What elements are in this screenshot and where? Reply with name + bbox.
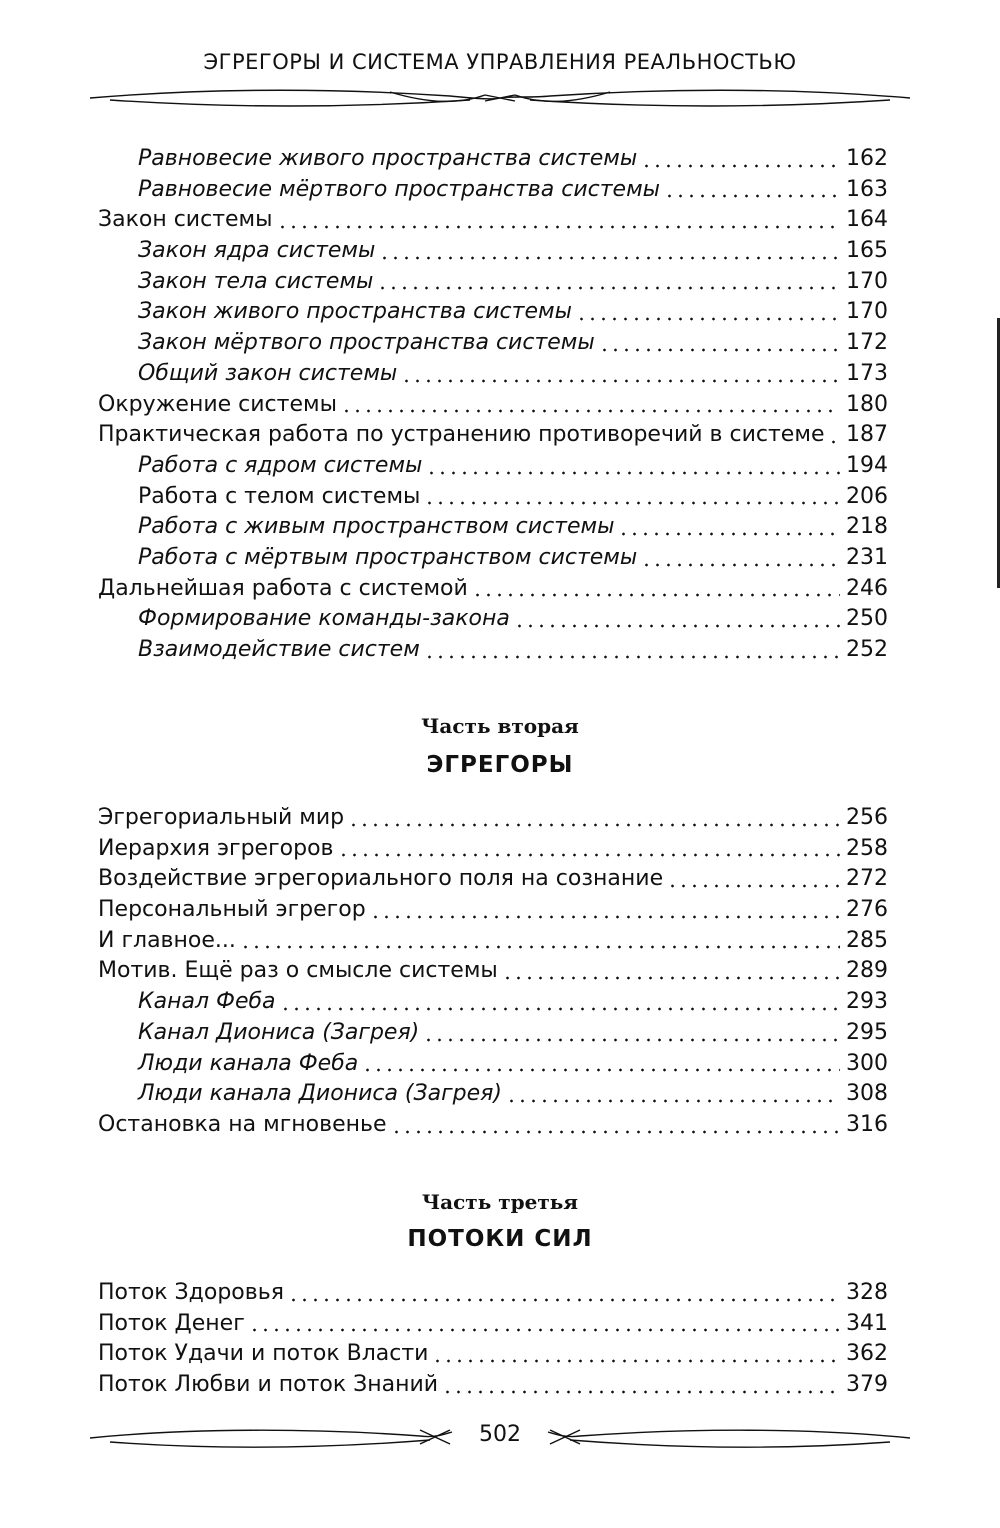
toc-entry-page: 289 [846, 958, 888, 984]
toc-entry [98, 635, 888, 666]
toc-entry [98, 1309, 888, 1340]
toc-entry-title: Равновесие живого пространства системы [138, 146, 638, 171]
dot-leader [424, 651, 840, 659]
toc-entry-title: Формирование команды-закона [138, 606, 510, 632]
toc-entry-title: Работа с мёртвым пространством системы [138, 544, 638, 570]
toc-entry [98, 205, 888, 236]
toc-entry [98, 1079, 888, 1110]
toc-entry-title: Эгрегориальный мир [98, 805, 345, 830]
dot-leader [401, 375, 840, 383]
toc-entry-title: Общий закон системы [138, 360, 398, 386]
toc-entry-page: 293 [846, 989, 888, 1015]
toc-entry-page: 170 [846, 299, 888, 325]
toc-entry-title: Окружение системы [98, 391, 337, 417]
toc-entry-title: Люди канала Феба [138, 1050, 359, 1076]
dot-leader [348, 819, 840, 827]
toc-entry-page: 173 [846, 360, 888, 386]
toc-entry [98, 987, 888, 1018]
part3-label: Часть третья [421, 1190, 579, 1214]
part2-title: ЭГРЕГОРЫ [426, 752, 574, 778]
dot-leader [576, 313, 840, 321]
toc-entry-title: Канал Феба [138, 989, 276, 1015]
toc-entry-title: Закон тела системы [138, 268, 374, 294]
toc-entry-title: Мотив. Ещё раз о смысле системы [98, 958, 498, 984]
dot-leader [599, 344, 840, 352]
toc-entry-page: 341 [846, 1310, 888, 1336]
dot-leader [506, 1095, 840, 1103]
dot-leader [240, 941, 840, 949]
toc-entry [98, 926, 888, 957]
toc-entry-title: Работа с телом системы [138, 483, 421, 509]
toc-entry-page: 164 [846, 207, 888, 233]
toc-entry-page: 276 [846, 897, 888, 923]
dot-leader [664, 190, 840, 198]
toc-entry [98, 175, 888, 206]
dot-leader [502, 972, 840, 980]
dot-leader [277, 221, 840, 229]
toc-entry-page: 206 [846, 483, 888, 509]
toc-entry-title: Канал Диониса (Загрея) [138, 1019, 420, 1045]
toc-entry-page: 162 [846, 146, 888, 171]
dot-leader [472, 589, 840, 597]
toc-entry-page: 170 [846, 268, 888, 294]
toc-entry [98, 1018, 888, 1049]
dot-leader [424, 497, 840, 505]
toc-entry-page: 362 [846, 1341, 888, 1367]
toc-entry-page: 163 [846, 176, 888, 202]
dot-leader [442, 1386, 840, 1394]
dot-leader [391, 1126, 840, 1134]
dot-leader [432, 1355, 840, 1363]
toc-entry-page: 328 [846, 1280, 888, 1305]
toc-section-part3 [98, 1278, 888, 1401]
toc-entry-title: Поток Здоровья [98, 1280, 284, 1305]
toc-entry-page: 272 [846, 866, 888, 892]
toc-section-part2 [98, 803, 888, 1141]
dot-leader [426, 467, 840, 475]
toc-entry [98, 1278, 888, 1309]
toc-entry [98, 1370, 888, 1401]
toc-entry [98, 359, 888, 390]
toc-entry [98, 297, 888, 328]
toc-entry-page: 231 [846, 544, 888, 570]
dot-leader [249, 1324, 840, 1332]
toc-entry [98, 956, 888, 987]
toc-entry [98, 451, 888, 482]
toc-entry-page: 316 [846, 1111, 888, 1137]
toc-entry-title: Иерархия эгрегоров [98, 835, 334, 861]
toc-entry-title: Практическая работа по устранению противоречий в системе [98, 422, 825, 448]
toc-section-top [98, 144, 888, 666]
toc-entry-title: Дальнейшая работа с системой [98, 575, 468, 601]
toc-entry-page: 218 [846, 514, 888, 540]
toc-entry [98, 144, 888, 175]
toc-entry-title: Остановка на мгновенье [98, 1111, 387, 1137]
toc-entry-page: 194 [846, 452, 888, 478]
toc-entry-title: Закон системы [98, 207, 273, 233]
toc-entry-page: 252 [846, 637, 888, 662]
toc-entry-title: Закон живого пространства системы [138, 299, 572, 325]
toc-entry [98, 1049, 888, 1080]
page-number [0, 1422, 1000, 1447]
toc-entry-title: Люди канала Диониса (Загрея) [138, 1081, 502, 1107]
toc-entry [98, 543, 888, 574]
dot-leader [377, 282, 840, 290]
toc-entry [98, 482, 888, 513]
dot-leader [280, 1003, 840, 1011]
toc-entry-title: Закон мёртвого пространства системы [138, 330, 595, 356]
toc-entry-page: 180 [846, 391, 888, 417]
toc-entry-page: 246 [846, 575, 888, 601]
toc-entry-title: Персональный эгрегор [98, 897, 366, 923]
toc-entry [98, 803, 888, 834]
running-head: ЭГРЕГОРЫ И СИСТЕМА УПРАВЛЕНИЯ РЕАЛЬНОСТЬЮ [203, 50, 797, 74]
toc-entry-page: 165 [846, 238, 888, 264]
toc-entry-title: Равновесие мёртвого пространства системы [138, 176, 661, 202]
toc-entry-title: Работа с живым пространством системы [138, 514, 615, 540]
dot-leader [514, 620, 840, 628]
toc-entry [98, 420, 888, 451]
toc-entry [98, 864, 888, 895]
dot-leader [423, 1034, 840, 1042]
toc-entry [98, 1339, 888, 1370]
toc-entry-title: Закон ядра системы [138, 238, 376, 264]
toc-entry [98, 574, 888, 605]
toc-entry [98, 512, 888, 543]
dot-leader [288, 1294, 840, 1302]
toc-entry-page: 187 [846, 422, 888, 448]
dot-leader [370, 911, 840, 919]
dot-leader [338, 849, 841, 857]
dot-leader [618, 528, 840, 536]
toc-entry-title: Поток Денег [98, 1310, 245, 1336]
toc-entry-page: 285 [846, 927, 888, 953]
toc-entry-page: 300 [846, 1050, 888, 1076]
toc-entry [98, 604, 888, 635]
ornament-divider-top [90, 86, 910, 110]
toc-entry-page: 250 [846, 606, 888, 632]
page-number-text: 502 [465, 1422, 535, 1447]
part2-label: Часть вторая [421, 714, 579, 738]
toc-entry [98, 236, 888, 267]
toc-entry-title: Воздействие эгрегориального поля на сознание [98, 866, 664, 892]
toc-entry-title: Поток Любви и поток Знаний [98, 1372, 439, 1398]
dot-leader [341, 405, 840, 413]
toc-entry-page: 308 [846, 1081, 888, 1107]
toc-entry [98, 328, 888, 359]
dot-leader [362, 1064, 840, 1072]
toc-entry-title: Поток Удачи и поток Власти [98, 1341, 429, 1367]
dot-leader [641, 160, 840, 168]
toc-entry-page: 258 [846, 835, 888, 861]
toc-entry-page: 172 [846, 330, 888, 356]
toc-entry-title: И главное... [98, 927, 236, 953]
toc-entry-page: 256 [846, 805, 888, 830]
part3-title: ПОТОКИ СИЛ [407, 1226, 593, 1252]
toc-entry [98, 895, 888, 926]
toc-entry-page: 295 [846, 1019, 888, 1045]
dot-leader [828, 436, 840, 444]
dot-leader [641, 559, 840, 567]
toc-entry-page: 379 [846, 1372, 888, 1398]
toc-entry [98, 834, 888, 865]
toc-entry-title: Работа с ядром системы [138, 452, 423, 478]
toc-entry [98, 1110, 888, 1141]
toc-entry-title: Взаимодействие систем [138, 637, 420, 662]
dot-leader [379, 252, 840, 260]
toc-entry [98, 267, 888, 298]
dot-leader [667, 880, 840, 888]
toc-entry [98, 390, 888, 421]
